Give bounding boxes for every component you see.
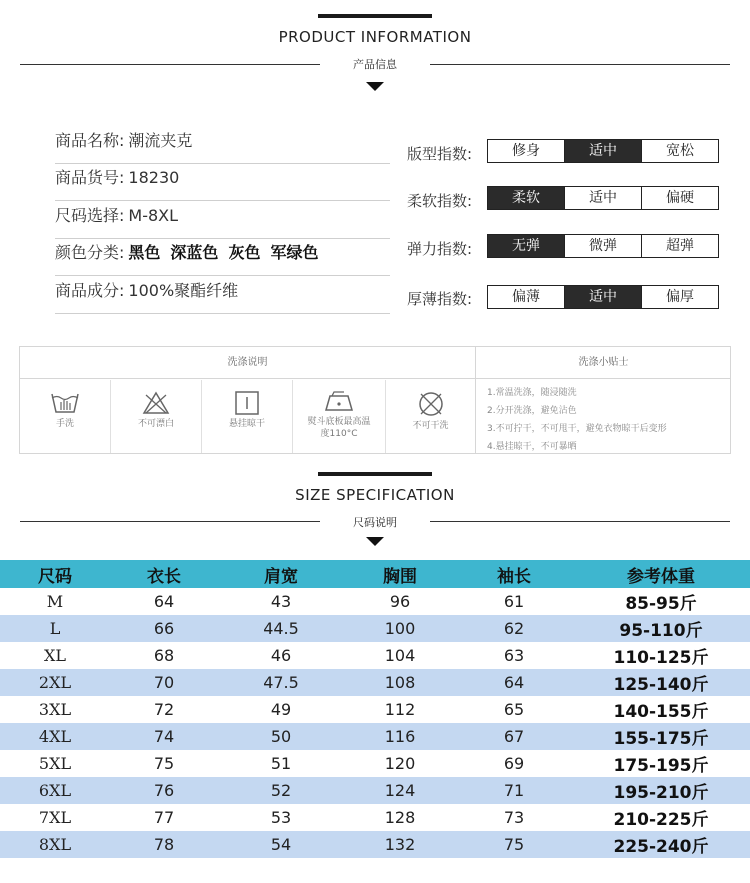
scale-option-selected: 柔软 [488,187,564,209]
table-cell: 64 [153,592,175,611]
wash-divider [475,347,476,453]
table-cell: 76 [153,781,175,800]
table-cell: 69 [503,754,525,773]
scale-option: 偏薄 [512,289,540,305]
table-cell: 116 [384,727,416,746]
table-cell: 47.5 [263,673,299,692]
table-row [0,831,750,858]
table-cell: 68 [153,646,175,665]
table-cell: 75 [153,754,175,773]
color-option: 深蓝色 [170,243,219,262]
table-cell: 51 [270,754,292,773]
table-cell: 132 [384,835,416,854]
info-row-material [55,277,390,314]
table-cell-weight: 155-175斤 [613,729,709,749]
table-cell: 44.5 [263,619,299,638]
table-cell: 62 [503,619,525,638]
wash-tips-title: 洗涤小贴士 [476,347,731,379]
info-value: 18230 [128,168,180,187]
size-section-title: SIZE SPECIFICATION [295,486,455,504]
info-row-size [55,202,390,239]
scale-option-selected: 适中 [564,140,641,162]
table-row [0,804,750,831]
table-cell: 50 [270,727,292,746]
scale-option: 适中 [564,187,641,209]
info-label: 商品货号: [55,168,125,187]
table-cell-size: 6XL [38,781,72,800]
table-cell: 77 [153,808,175,827]
down-arrow-icon [366,82,384,91]
info-label: 商品成分: [55,281,125,300]
table-row [0,588,750,615]
info-row-name [55,127,390,164]
table-row [0,696,750,723]
table-cell: 74 [153,727,175,746]
table-row [0,723,750,750]
wash-title: 洗涤说明 [20,347,475,379]
table-header-cell: 袖长 [497,566,531,587]
table-cell-weight: 225-240斤 [613,837,709,857]
table-cell-size: XL [43,646,66,665]
table-cell: 96 [389,592,411,611]
table-row [0,777,750,804]
table-cell: 49 [270,700,292,719]
wash-caption: 熨斗底板最高温度110°C [307,417,371,439]
scale-option: 宽松 [641,140,718,162]
product-section-subtitle: 产品信息 [353,58,397,71]
wash-item-no-dry-clean [386,380,475,453]
table-cell: 108 [384,673,416,692]
table-cell: 61 [503,592,525,611]
wash-caption: 手洗 [55,419,74,429]
table-cell: 100 [384,619,416,638]
section-accent-bar [318,472,432,476]
table-header-cell: 衣长 [147,566,181,587]
table-cell: 73 [503,808,525,827]
table-row [0,642,750,669]
softness-index-label: 柔软指数: [407,192,473,210]
color-option: 灰色 [228,243,261,262]
info-value: 100%聚酯纤维 [128,281,239,300]
table-cell-size: 4XL [38,727,72,746]
table-cell: 128 [384,808,416,827]
info-row-color [55,239,390,276]
color-option: 军绿色 [270,243,319,262]
scale-option: 微弹 [564,235,641,257]
wash-caption: 悬挂晾干 [228,419,265,429]
wash-tip: 1.常温洗涤，随浸随洗 [487,388,577,398]
table-cell: 54 [270,835,292,854]
scale-option: 偏厚 [641,286,718,308]
table-cell: 78 [153,835,175,854]
hand-wash-icon [49,390,81,416]
table-cell-weight: 125-140斤 [613,675,709,695]
fit-index-scale [487,139,719,163]
table-cell: 75 [503,835,525,854]
table-row [0,750,750,777]
thickness-index-scale [487,285,719,309]
table-cell-size: 7XL [38,808,72,827]
table-header-cell: 尺码 [38,566,72,587]
table-cell-size: 5XL [38,754,72,773]
table-header-cell: 参考体重 [627,566,695,587]
table-cell-size: L [49,619,61,638]
wash-caption: 不可漂白 [137,419,174,429]
table-cell-weight: 210-225斤 [613,810,709,830]
wash-tip: 4.悬挂晾干，不可暴晒 [487,442,577,452]
table-cell-weight: 195-210斤 [613,783,709,803]
down-arrow-icon [366,537,384,546]
scale-option: 超弹 [641,235,718,257]
info-row-sku [55,164,390,201]
elasticity-index-scale [487,234,719,258]
product-section-title: PRODUCT INFORMATION [278,28,472,46]
softness-index-scale [487,186,719,210]
table-cell-weight: 175-195斤 [613,756,709,776]
table-row [0,669,750,696]
elasticity-index-label: 弹力指数: [407,240,473,258]
wash-tips-list [487,384,667,456]
table-cell-weight: 95-110斤 [619,621,703,641]
scale-option-selected: 适中 [564,286,641,308]
table-cell: 67 [503,727,525,746]
table-cell: 43 [270,592,292,611]
wash-item-iron [293,380,385,453]
table-cell-weight: 85-95斤 [625,594,697,614]
table-cell: 124 [384,781,416,800]
section-accent-bar [318,14,432,18]
wash-item-hand-wash [20,380,110,453]
no-bleach-icon [141,390,171,416]
table-cell-size: 3XL [38,700,72,719]
table-cell-weight: 110-125斤 [613,648,709,668]
scale-option: 偏硬 [641,187,718,209]
wash-tip: 2.分开洗涤，避免沾色 [487,406,577,416]
table-cell: 120 [384,754,416,773]
wash-tip: 3.不可拧干，不可甩干，避免衣物晾干后变形 [487,424,667,434]
table-cell: 52 [270,781,292,800]
table-cell: 72 [153,700,175,719]
table-cell: 70 [153,673,175,692]
iron-icon [322,390,356,414]
table-cell-size: 2XL [38,673,72,692]
size-section-subtitle: 尺码说明 [353,516,397,529]
table-cell: 66 [153,619,175,638]
thickness-index-label: 厚薄指数: [407,290,473,308]
table-cell: 65 [503,700,525,719]
table-cell: 112 [384,700,416,719]
fit-index-label: 版型指数: [407,145,473,163]
table-cell: 53 [270,808,292,827]
wash-item-hang-dry [202,380,292,453]
scale-option-selected: 无弹 [488,235,564,257]
table-header-cell: 肩宽 [264,566,298,587]
table-header-row [0,560,750,588]
no-dry-clean-icon [416,390,446,418]
scale-option: 修身 [512,143,540,159]
color-option: 黑色 [128,243,161,262]
info-label: 商品名称: [55,131,125,150]
wash-caption: 不可干洗 [412,421,449,431]
size-table [0,560,750,858]
table-cell-size: M [46,592,64,611]
info-value: M-8XL [128,206,179,225]
wash-item-no-bleach [111,380,201,453]
table-cell: 46 [270,646,292,665]
hang-dry-icon [233,390,261,416]
table-cell: 71 [503,781,525,800]
table-row [0,615,750,642]
table-cell: 104 [384,646,416,665]
info-label: 尺码选择: [55,206,125,225]
table-cell: 64 [503,673,525,692]
info-value: 潮流夹克 [128,131,193,150]
table-cell-size: 8XL [38,835,72,854]
table-cell-weight: 140-155斤 [613,702,709,722]
table-header-cell: 胸围 [383,566,417,587]
info-label: 颜色分类: [55,243,125,262]
table-cell: 63 [503,646,525,665]
